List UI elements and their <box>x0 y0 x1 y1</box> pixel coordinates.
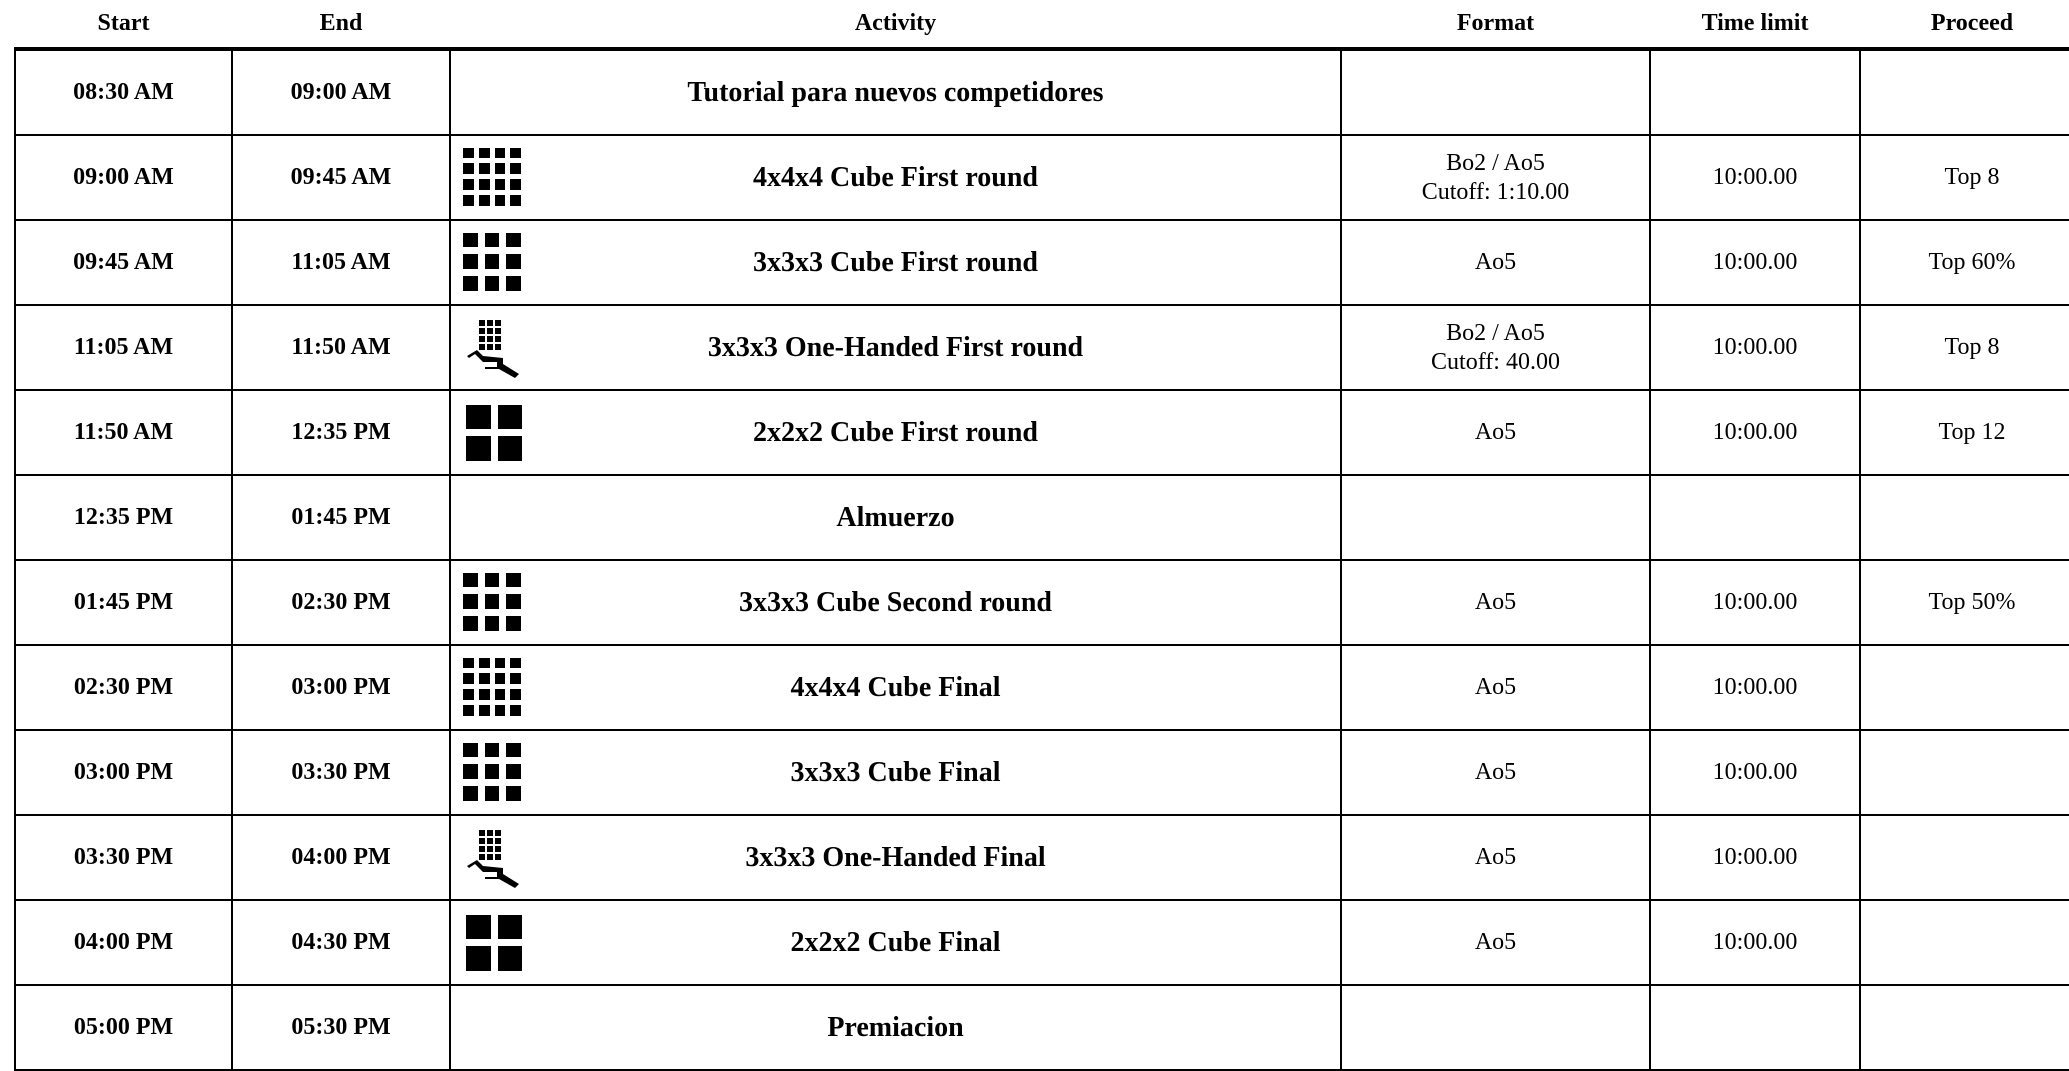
activity-cell <box>450 220 1341 305</box>
time-limit-text: 10:00.00 <box>1712 844 1798 870</box>
end-time <box>232 135 450 220</box>
end-time-text: 11:50 AM <box>291 334 391 360</box>
header-proceed: Proceed <box>1860 0 2069 49</box>
cube-4x4x4-icon <box>463 148 523 208</box>
format-cell <box>1341 390 1650 475</box>
proceed-cell <box>1860 305 2069 390</box>
time-limit-cell <box>1650 985 1860 1070</box>
table-row <box>15 900 2069 985</box>
time-limit-text: 10:00.00 <box>1712 164 1798 190</box>
time-limit-text: 10:00.00 <box>1712 419 1798 445</box>
proceed-cell <box>1860 220 2069 305</box>
time-limit-text: 10:00.00 <box>1712 334 1798 360</box>
start-time-text: 03:00 PM <box>73 759 174 785</box>
proceed-text: Top 50% <box>1928 589 2016 615</box>
end-time-text: 01:45 PM <box>291 504 391 530</box>
proceed-cell <box>1860 645 2069 730</box>
end-time-text: 12:35 PM <box>291 419 391 445</box>
table-row <box>15 49 2069 135</box>
activity-name: 3x3x3 Cube Final <box>790 756 1001 788</box>
activity-name: 3x3x3 One-Handed Final <box>745 841 1046 873</box>
end-time <box>232 645 450 730</box>
start-time-text: 11:05 AM <box>73 334 174 360</box>
start-time-text: 12:35 PM <box>73 504 174 530</box>
format-text: Bo2 / Ao5 <box>1446 319 1545 346</box>
activity-cell <box>450 645 1341 730</box>
start-time-text: 09:00 AM <box>73 164 174 190</box>
time-limit-text: 10:00.00 <box>1712 589 1798 615</box>
end-time-text: 03:00 PM <box>291 674 391 700</box>
activity-name: Premiacion <box>827 1011 964 1043</box>
activity-cell <box>450 135 1341 220</box>
end-time-text: 11:05 AM <box>291 249 391 275</box>
cube-2x2x2-icon <box>463 403 523 463</box>
table-row <box>15 730 2069 815</box>
format-cell <box>1341 475 1650 560</box>
schedule-table <box>14 0 2069 1071</box>
header-start: Start <box>15 0 232 49</box>
header-time-limit: Time limit <box>1650 0 1860 49</box>
time-limit-text: 10:00.00 <box>1712 249 1798 275</box>
format-cell <box>1341 815 1650 900</box>
format-cell <box>1341 220 1650 305</box>
activity-cell <box>450 475 1341 560</box>
format-text: Ao5 <box>1474 589 1517 615</box>
start-time <box>15 305 232 390</box>
format-cell <box>1341 560 1650 645</box>
activity-name: 4x4x4 Cube First round <box>753 161 1038 193</box>
time-limit-cell <box>1650 560 1860 645</box>
time-limit-cell <box>1650 220 1860 305</box>
end-time <box>232 815 450 900</box>
table-row <box>15 475 2069 560</box>
schedule-body <box>15 49 2069 1070</box>
activity-cell <box>450 730 1341 815</box>
table-row <box>15 305 2069 390</box>
proceed-text: Top 8 <box>1944 164 2000 190</box>
activity-name: 3x3x3 Cube First round <box>753 246 1038 278</box>
table-row <box>15 815 2069 900</box>
table-row <box>15 390 2069 475</box>
format-cell <box>1341 985 1650 1070</box>
proceed-text: Top 12 <box>1938 419 2006 445</box>
proceed-cell <box>1860 815 2069 900</box>
activity-name: 4x4x4 Cube Final <box>790 671 1001 703</box>
activity-cell <box>450 900 1341 985</box>
activity-cell <box>450 305 1341 390</box>
end-time <box>232 985 450 1070</box>
time-limit-text: 10:00.00 <box>1712 929 1798 955</box>
format-cell <box>1341 645 1650 730</box>
end-time <box>232 390 450 475</box>
end-time <box>232 305 450 390</box>
start-time-text: 04:00 PM <box>73 929 174 955</box>
header-row <box>15 0 2069 49</box>
proceed-cell <box>1860 560 2069 645</box>
proceed-cell <box>1860 49 2069 135</box>
schedule-header <box>15 0 2069 49</box>
end-time-text: 04:30 PM <box>291 929 391 955</box>
table-row <box>15 985 2069 1070</box>
time-limit-text: 10:00.00 <box>1712 674 1798 700</box>
activity-name: 2x2x2 Cube Final <box>790 926 1001 958</box>
time-limit-cell <box>1650 390 1860 475</box>
end-time-text: 09:00 AM <box>290 79 392 105</box>
start-time <box>15 900 232 985</box>
time-limit-cell <box>1650 730 1860 815</box>
start-time <box>15 815 232 900</box>
start-time-text: 09:45 AM <box>73 249 174 275</box>
format-cell <box>1341 305 1650 390</box>
start-time-text: 05:00 PM <box>73 1014 174 1040</box>
start-time-text: 01:45 PM <box>73 589 174 615</box>
start-time-text: 02:30 PM <box>73 674 174 700</box>
activity-cell <box>450 815 1341 900</box>
format-text: Ao5 <box>1474 844 1517 870</box>
start-time <box>15 730 232 815</box>
time-limit-cell <box>1650 815 1860 900</box>
time-limit-cell <box>1650 305 1860 390</box>
end-time <box>232 560 450 645</box>
table-row <box>15 135 2069 220</box>
format-text: Ao5 <box>1474 249 1517 275</box>
activity-name: Almuerzo <box>836 501 955 533</box>
proceed-cell <box>1860 900 2069 985</box>
proceed-cell <box>1860 475 2069 560</box>
end-time-text: 09:45 AM <box>290 164 392 190</box>
time-limit-text: 10:00.00 <box>1712 759 1798 785</box>
start-time <box>15 135 232 220</box>
time-limit-cell <box>1650 645 1860 730</box>
one-handed-icon <box>463 318 523 378</box>
table-row <box>15 645 2069 730</box>
activity-cell <box>450 390 1341 475</box>
start-time <box>15 985 232 1070</box>
one-handed-icon <box>463 828 523 888</box>
activity-cell <box>450 49 1341 135</box>
cube-3x3x3-icon <box>463 573 523 633</box>
start-time <box>15 645 232 730</box>
end-time <box>232 730 450 815</box>
time-limit-cell <box>1650 900 1860 985</box>
proceed-cell <box>1860 985 2069 1070</box>
format-text: Bo2 / Ao5 <box>1446 149 1545 176</box>
activity-name: 3x3x3 One-Handed First round <box>707 331 1084 363</box>
format-cell <box>1341 730 1650 815</box>
end-time <box>232 900 450 985</box>
table-row <box>15 560 2069 645</box>
end-time-text: 02:30 PM <box>291 589 391 615</box>
header-activity: Activity <box>450 0 1341 49</box>
proceed-cell <box>1860 390 2069 475</box>
cube-2x2x2-icon <box>463 913 523 973</box>
start-time <box>15 220 232 305</box>
end-time <box>232 49 450 135</box>
format-text: Ao5 <box>1474 674 1517 700</box>
format-text: Ao5 <box>1474 759 1517 785</box>
start-time-text: 08:30 AM <box>73 79 174 105</box>
end-time <box>232 220 450 305</box>
proceed-text: Top 60% <box>1928 249 2016 275</box>
time-limit-cell <box>1650 135 1860 220</box>
proceed-cell <box>1860 730 2069 815</box>
header-end: End <box>232 0 450 49</box>
time-limit-cell <box>1650 475 1860 560</box>
activity-name: Tutorial para nuevos competidores <box>687 76 1104 108</box>
end-time-text: 03:30 PM <box>291 759 391 785</box>
start-time <box>15 49 232 135</box>
activity-cell <box>450 985 1341 1070</box>
format-cell <box>1341 49 1650 135</box>
cube-4x4x4-icon <box>463 658 523 718</box>
activity-name: 3x3x3 Cube Second round <box>738 586 1052 618</box>
activity-name: 2x2x2 Cube First round <box>753 416 1038 448</box>
start-time <box>15 390 232 475</box>
start-time-text: 03:30 PM <box>73 844 174 870</box>
proceed-text: Top 8 <box>1944 334 2000 360</box>
cutoff-text: Cutoff: 40.00 <box>1431 348 1560 375</box>
start-time-text: 11:50 AM <box>73 419 174 445</box>
cube-3x3x3-icon <box>463 233 523 293</box>
format-cell <box>1341 135 1650 220</box>
cutoff-text: Cutoff: 1:10.00 <box>1421 178 1570 205</box>
activity-cell <box>450 560 1341 645</box>
time-limit-cell <box>1650 49 1860 135</box>
format-text: Ao5 <box>1474 419 1517 445</box>
end-time <box>232 475 450 560</box>
table-row <box>15 220 2069 305</box>
end-time-text: 05:30 PM <box>291 1014 391 1040</box>
proceed-cell <box>1860 135 2069 220</box>
end-time-text: 04:00 PM <box>291 844 391 870</box>
cube-3x3x3-icon <box>463 743 523 803</box>
format-cell <box>1341 900 1650 985</box>
start-time <box>15 560 232 645</box>
start-time <box>15 475 232 560</box>
format-text: Ao5 <box>1474 929 1517 955</box>
header-format: Format <box>1341 0 1650 49</box>
